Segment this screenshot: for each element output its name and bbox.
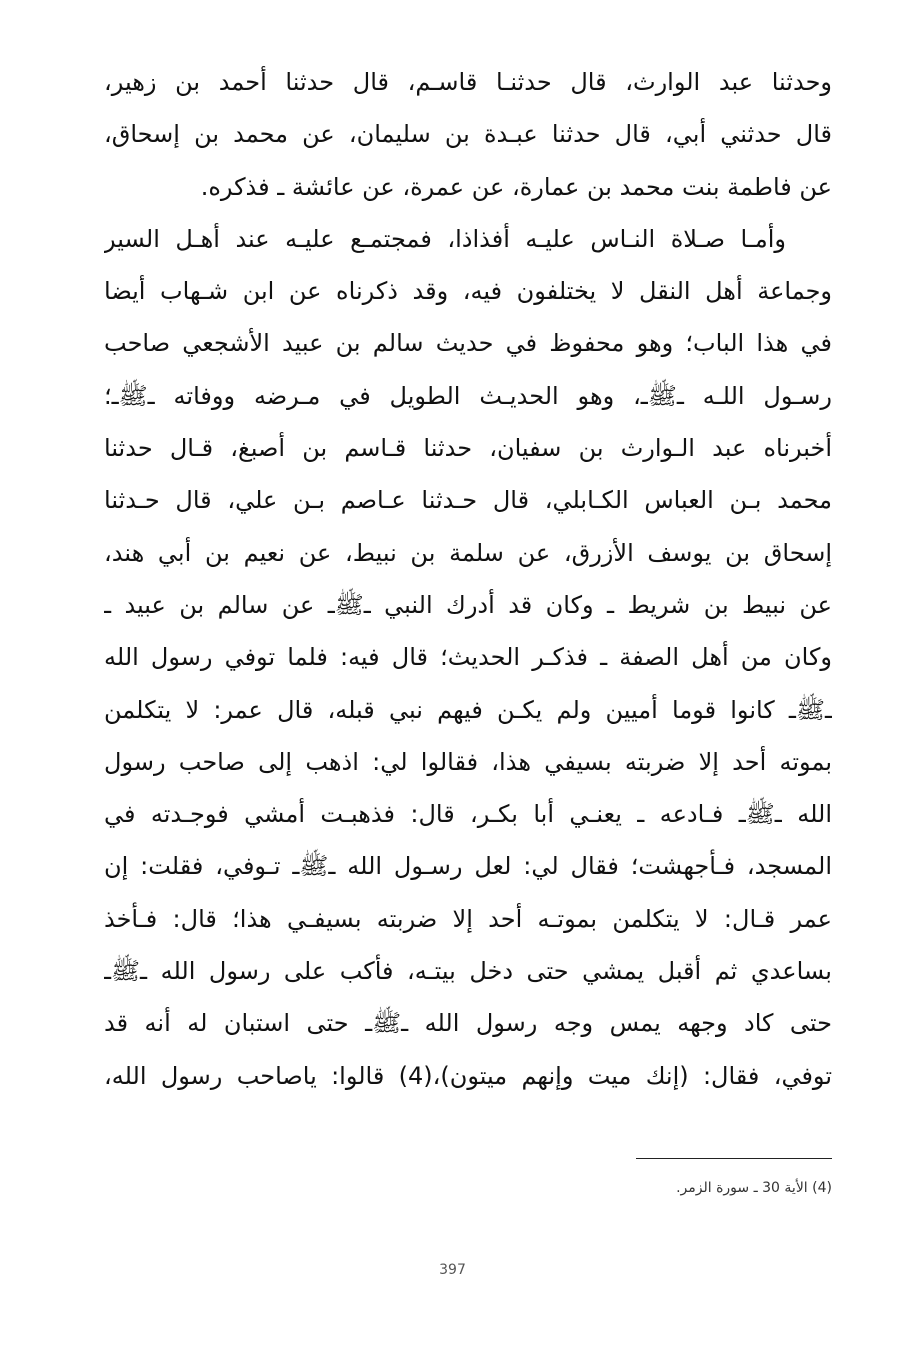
footnote-divider bbox=[636, 1158, 832, 1159]
text-line: بموته أحد إلا ضربته بسيفي هذا، فقالوا لي: اذهب إلى صاحب رسول bbox=[104, 747, 832, 776]
footnote: (4) الأية 30 ـ سورة الزمر. bbox=[676, 1180, 832, 1196]
text-line: وأمـا صـلاة النـاس عليـه أفذاذا، فمجتمـع عليـه عند أهـل السير bbox=[104, 224, 786, 253]
text-line: قال حدثني أبي، قال حدثنا عبـدة بن سليمان، عن محمد بن إسحاق، bbox=[104, 120, 832, 149]
text-line: وجماعة أهل النقل لا يختلفون فيه، وقد ذكرناه عن ابن شـهاب أيضا bbox=[104, 277, 832, 306]
main-text bbox=[104, 56, 832, 1102]
text-line: أخبرناه عبد الـوارث بن سفيان، حدثنا قـاسم بن أصبغ، قـال حدثنا bbox=[104, 434, 832, 463]
page-number: 397 bbox=[439, 1262, 466, 1278]
text-line: المسجد، فـأجهشت؛ فقال لي: لعل رسـول الله ـﷺـ تـوفي، فقلت: إن bbox=[104, 852, 832, 881]
text-line: بساعدي ثم أقبل يمشي حتى دخل بيتـه، فأكب على رسول الله ـﷺـ bbox=[104, 957, 832, 986]
text-line: عن نبيط بن شريط ـ وكان قد أدرك النبي ـﷺـ عن سالم بن عبيد ـ bbox=[104, 590, 832, 619]
text-line: إسحاق بن يوسف الأزرق، عن سلمة بن نبيط، عن نعيم بن أبي هند، bbox=[104, 538, 832, 567]
text-line: رسـول اللـه ـﷺـ، وهو الحديـث الطويل في مـرضه ووفاته ـﷺـ؛ bbox=[104, 381, 832, 410]
text-line: في هذا الباب؛ وهو محفوظ في حديث سالم بن عبيد الأشجعي صاحب bbox=[104, 329, 832, 358]
text-line: ـﷺـ كانوا قوما أميين ولم يكـن فيهم نبي قبله، قال عمر: لا يتكلمن bbox=[104, 695, 832, 724]
text-line: الله ـﷺـ فـادعه ـ يعنـي أبا بكـر، قال: فذهبـت أمشي فوجـدته في bbox=[104, 800, 832, 829]
text-line: عن فاطمة بنت محمد بن عمارة، عن عمرة، عن عائشة ـ فذكره. bbox=[200, 172, 832, 201]
text-line: توفي، فقال: (إنك ميت وإنهم ميتون)،(4) قالوا: ياصاحب رسول الله، bbox=[104, 1061, 832, 1090]
text-line: وكان من أهل الصفة ـ فذكـر الحديث؛ قال فيه: فلما توفي رسول الله bbox=[104, 643, 832, 672]
text-line: عمر قـال: لا يتكلمن بموتـه أحد إلا ضربته بسيفـي هذا؛ قال: فـأخذ bbox=[104, 904, 832, 933]
text-line: محمد بـن العباس الكـابلي، قال حـدثنا عـاصم بـن علي، قال حـدثنا bbox=[104, 486, 832, 515]
text-line: حتى كاد وجهه يمس وجه رسول الله ـﷺـ حتى استبان له أنه قد bbox=[104, 1009, 832, 1038]
text-line: وحدثنا عبد الوارث، قال حدثنـا قاسـم، قال حدثنا أحمد بن زهير، bbox=[104, 68, 832, 96]
